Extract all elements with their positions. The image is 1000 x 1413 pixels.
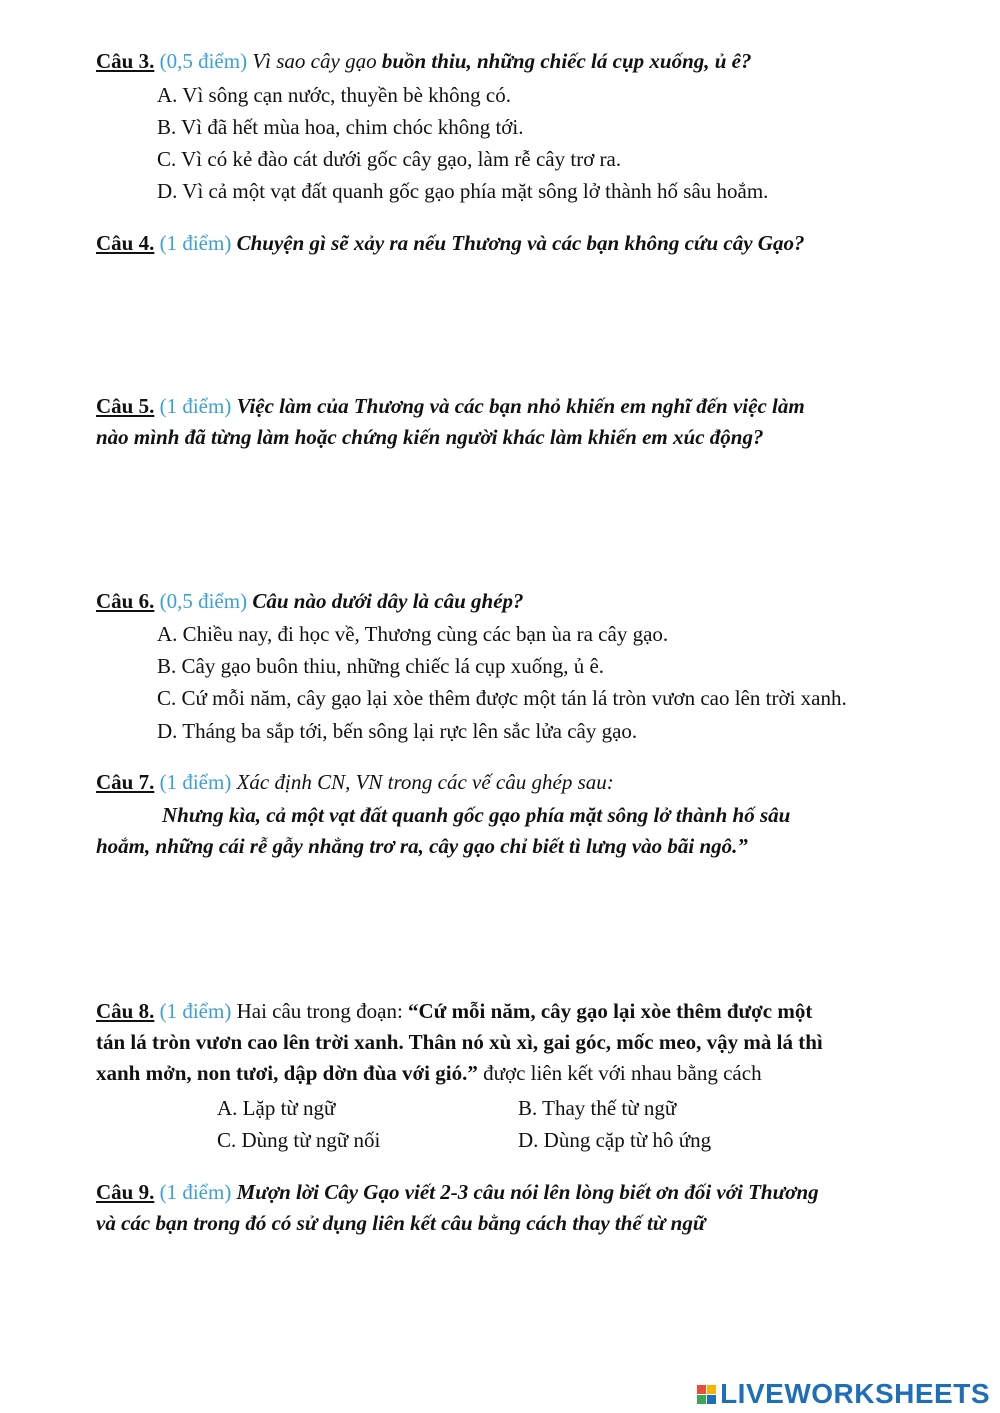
question-6-heading	[96, 586, 908, 617]
question-8-option-b[interactable]: B. Thay thế từ ngữ	[518, 1096, 677, 1120]
question-5-label: Câu 5.	[96, 394, 155, 418]
question-4-label: Câu 4.	[96, 231, 155, 255]
logo-square-red	[697, 1385, 706, 1394]
question-8-heading	[96, 996, 908, 1089]
question-6-option-d[interactable]: D. Tháng ba sắp tới, bến sông lại rực lên sắc lửa cây gạo.	[157, 719, 638, 743]
question-3-option-d[interactable]: D. Vì cả một vạt đất quanh gốc gạo phía mặt sông lở thành hố sâu hoắm.	[157, 179, 769, 203]
question-7-heading	[96, 767, 908, 798]
question-8-points: (1 điểm)	[159, 999, 232, 1023]
question-5-prompt-line2: nào mình đã từng làm hoặc chứng kiến người khác làm khiến em xúc động?	[96, 425, 764, 449]
logo-square-blue	[707, 1395, 716, 1404]
question-6-points: (0,5 điểm)	[159, 589, 248, 613]
question-9-points: (1 điểm)	[159, 1180, 232, 1204]
question-9-prompt-line2: và các bạn trong đó có sử dụng liên kết câu bằng cách thay thế từ ngữ	[96, 1211, 706, 1235]
question-5-heading	[96, 391, 908, 453]
question-3-label: Câu 3.	[96, 49, 155, 73]
question-7-label: Câu 7.	[96, 770, 155, 794]
question-8-option-c[interactable]: C. Dùng từ ngữ nối	[217, 1128, 381, 1152]
question-8-quote-line1: “Cứ mỗi năm, cây gạo lại xòe thêm được một	[408, 999, 813, 1023]
logo-square-green	[697, 1395, 706, 1404]
question-7-quote	[96, 800, 908, 862]
question-8-quote-line2: tán lá tròn vươn cao lên trời xanh. Thân nó xù xì, gai góc, mốc meo, vậy mà lá thì	[96, 1030, 823, 1054]
question-4-heading	[96, 228, 908, 259]
question-8-label: Câu 8.	[96, 999, 155, 1023]
question-4-prompt: Chuyện gì sẽ xảy ra nếu Thương và các bạn không cứu cây Gạo?	[236, 231, 805, 255]
question-3-option-c[interactable]: C. Vì có kẻ đào cát dưới gốc cây gạo, làm rễ cây trơ ra.	[157, 147, 622, 171]
question-6-option-b[interactable]: B. Cây gạo buôn thiu, những chiếc lá cụp xuống, ủ ê.	[157, 654, 605, 678]
question-8-option-d[interactable]: D. Dùng cặp từ hô ứng	[518, 1128, 712, 1152]
liveworksheets-logo	[697, 1379, 990, 1409]
question-7-quote-line1: Nhưng kìa, cả một vạt đất quanh gốc gạo phía mặt sông lở thành hố sâu	[162, 803, 791, 827]
question-7-quote-line2: hoắm, những cái rễ gẫy nhẳng trơ ra, cây gạo chỉ biết tì lưng vào bãi ngô.”	[96, 834, 748, 858]
liveworksheets-logo-text: LIVEWORKSHEETS	[720, 1378, 990, 1409]
question-6-option-c[interactable]: C. Cứ mỗi năm, cây gạo lại xòe thêm được một tán lá tròn vươn cao lên trời xanh.	[157, 686, 847, 710]
question-8-option-a[interactable]: A. Lặp từ ngữ	[217, 1096, 336, 1120]
question-9-prompt-line1: Mượn lời Cây Gạo viết 2-3 câu nói lên lòng biết ơn đối với Thương	[236, 1180, 819, 1204]
question-3-prompt-italic: Vì sao cây gạo	[252, 49, 377, 73]
question-3-option-a[interactable]: A. Vì sông cạn nước, thuyền bè không có.	[157, 83, 511, 107]
logo-square-yellow	[707, 1385, 716, 1394]
question-8-intro: Hai câu trong đoạn:	[236, 999, 403, 1023]
question-3-points: (0,5 điểm)	[159, 49, 248, 73]
question-6-prompt: Câu nào dưới dây là câu ghép?	[252, 589, 524, 613]
question-7-points: (1 điểm)	[159, 770, 232, 794]
question-7-prompt: Xác định CN, VN trong các vế câu ghép sau:	[236, 770, 614, 794]
question-5-prompt-line1: Việc làm của Thương và các bạn nhỏ khiến em nghĩ đến việc làm	[236, 394, 805, 418]
question-6-label: Câu 6.	[96, 589, 155, 613]
question-9-heading	[96, 1177, 908, 1239]
question-4-points: (1 điểm)	[159, 231, 232, 255]
question-3-prompt-bold: buồn thiu, những chiếc lá cụp xuống, ủ ê?	[381, 49, 752, 73]
question-6-option-a[interactable]: A. Chiều nay, đi học về, Thương cùng các bạn ùa ra cây gạo.	[157, 622, 669, 646]
liveworksheets-logo-icon	[697, 1385, 716, 1404]
question-3-option-b[interactable]: B. Vì đã hết mùa hoa, chim chóc không tới.	[157, 115, 524, 139]
question-8-quote-line3: xanh mởn, non tươi, dập dờn đùa với gió.”	[96, 1061, 478, 1085]
question-5-points: (1 điểm)	[159, 394, 232, 418]
question-8-tail: được liên kết với nhau bằng cách	[483, 1061, 762, 1085]
question-9-label: Câu 9.	[96, 1180, 155, 1204]
question-3-heading	[96, 46, 908, 77]
